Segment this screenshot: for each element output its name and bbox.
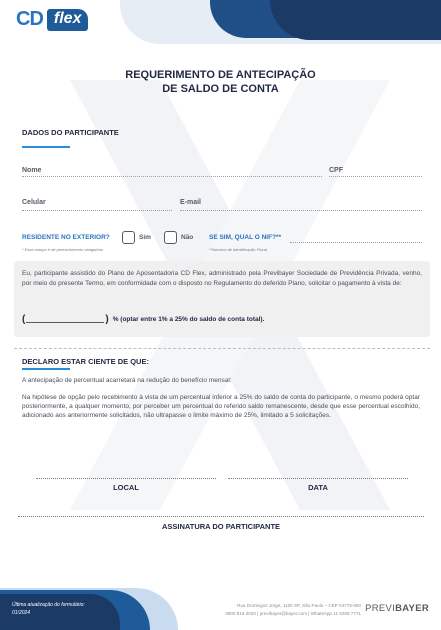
footer-address-line1: Rua Domingos Jorge, 1100 SP, São Paulo – CEP 04779-900 xyxy=(237,603,361,608)
aware-paragraph-2: Na hipótese de opção pelo recebimento à vista de um percentual inferior a 25% do saldo de conta do participante, o mesmo poderá optar posteriormente, a qualquer momento, por perceber um percentual do referido saldo remanescente, desde que esse percentual escolhido, adicionado aos anteriormente solicitados, não ultrapasse o limite máximo de 25%, limitado a 5 solicitações. xyxy=(22,394,420,419)
previbayer-logo xyxy=(365,603,429,614)
footer-address xyxy=(225,602,361,617)
cpf-field[interactable] xyxy=(329,176,422,177)
cd-flex-logo xyxy=(16,8,88,31)
date-label: DATA xyxy=(308,483,328,492)
participant-signature-label: ASSINATURA DO PARTICIPANTE xyxy=(161,522,281,531)
participant-section-title: DADOS DO PARTICIPANTE xyxy=(22,128,119,137)
aware-section-title: DECLARO ESTAR CIENTE DE QUE: xyxy=(22,357,149,366)
email-field[interactable] xyxy=(180,210,422,211)
percent-row xyxy=(22,313,264,325)
paren-close: ) xyxy=(105,314,109,325)
participant-section-underline xyxy=(22,146,70,148)
local-signature-line[interactable] xyxy=(36,478,216,479)
paren-open: ( xyxy=(22,314,26,325)
phone-field[interactable] xyxy=(22,210,172,211)
abroad-no-checkbox[interactable] xyxy=(164,231,177,244)
section-divider xyxy=(14,348,430,349)
phone-label: Celular xyxy=(22,199,46,206)
nif-footnote: **Número de Identificação Fiscal xyxy=(209,247,268,252)
percent-note: % (optar entre 1% a 25% do saldo de conta total). xyxy=(112,316,265,323)
form-updated-info xyxy=(12,601,85,617)
brand-bold-text: BAYER xyxy=(395,603,429,614)
name-label: Nome xyxy=(22,167,42,174)
form-title xyxy=(0,68,441,96)
abroad-yes-checkbox[interactable] xyxy=(122,231,135,244)
required-footnote: * Esse campo é de preenchimento obrigatório xyxy=(22,247,104,252)
date-signature-line[interactable] xyxy=(228,478,408,479)
name-field[interactable] xyxy=(22,176,322,177)
form-updated-label: Última atualização do formulário: xyxy=(12,602,85,608)
form-title-line1: REQUERIMENTO DE ANTECIPAÇÃO xyxy=(125,69,316,81)
cpf-label: CPF xyxy=(329,167,343,174)
nif-question: SE SIM, QUAL O NIF?** xyxy=(209,234,282,241)
abroad-yes-label: Sim xyxy=(139,234,151,241)
logo-cd-text: CD xyxy=(16,8,43,30)
aware-section-underline xyxy=(22,368,70,370)
local-label: LOCAL xyxy=(113,483,139,492)
header-decoration-dark xyxy=(270,0,441,40)
form-title-line2: DE SALDO DE CONTA xyxy=(162,83,279,95)
abroad-question: RESIDENTE NO EXTERIOR? xyxy=(22,234,110,241)
footer-contact-line: 0800 818 2020 | previbayer@bayer.com | WhatsApp 11 5039 7771 xyxy=(225,610,361,616)
aware-paragraph-1: A antecipação de percentual acarretará na redução do benefício mensal: xyxy=(22,377,232,384)
percent-input[interactable] xyxy=(26,313,104,323)
abroad-no-label: Não xyxy=(181,234,194,241)
participant-signature-line[interactable] xyxy=(18,516,424,517)
brand-light-text: PREVI xyxy=(365,603,396,614)
nif-field[interactable] xyxy=(290,242,422,243)
form-updated-value: 01/2024 xyxy=(12,610,31,616)
declaration-text: Eu, participante assistido do Plano de Aposentadoria CD Flex, administrado pela Previbayer Sociedade de Previdência Privada, venho, por meio do presente Termo, em conformidade com o disposto no Regulamento do deferido Plano, solicitar o pagamento à vista de: xyxy=(22,270,422,287)
logo-flex-text: flex xyxy=(47,9,89,31)
email-label: E-mail xyxy=(180,199,202,206)
